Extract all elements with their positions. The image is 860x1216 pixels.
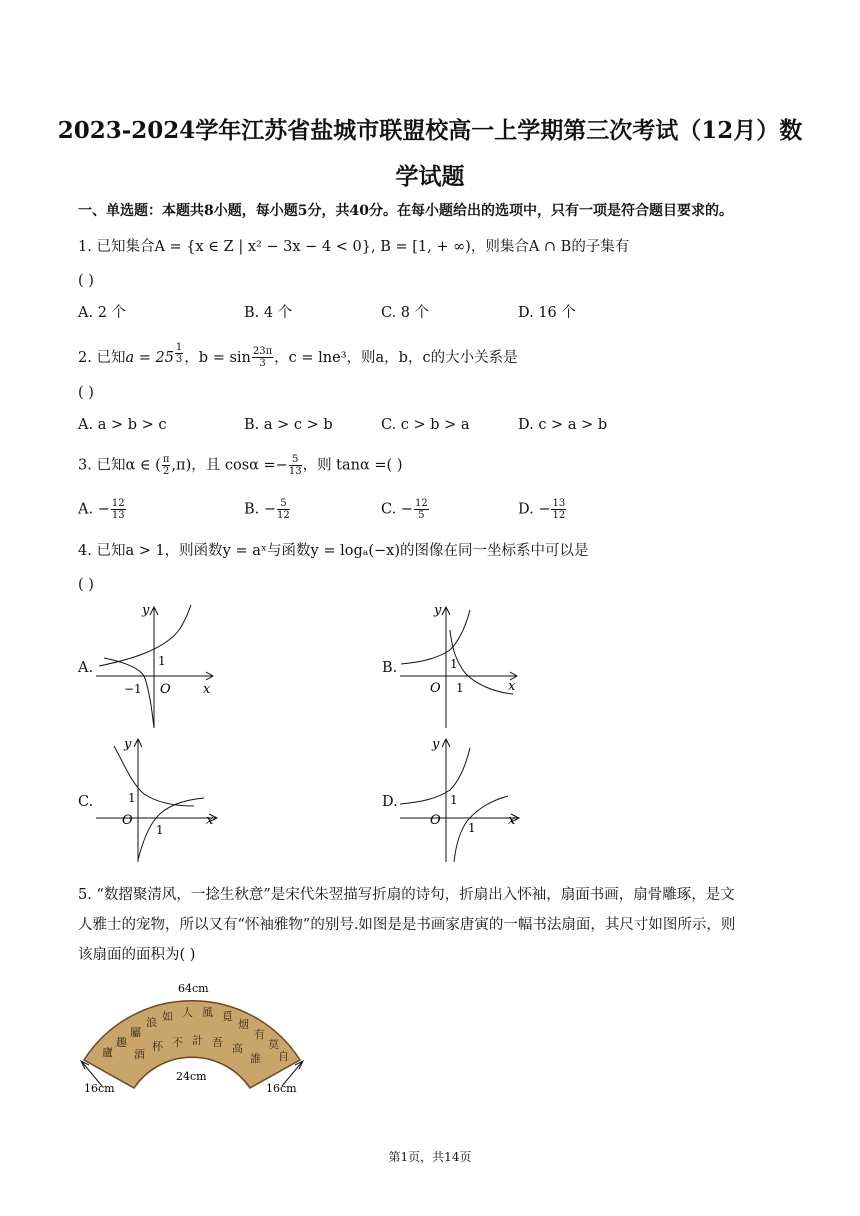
q1-option-a: A. 2 个 <box>78 305 127 321</box>
svg-text:如: 如 <box>162 1010 173 1023</box>
svg-text:1: 1 <box>468 821 476 835</box>
section-heading: 一、单选题：本题共8小题，每小题5分，共40分。在每小题给出的选项中，只有一项是符合题目要求的。 <box>78 203 733 219</box>
q4-option-d-label: D. <box>382 794 398 810</box>
q2-option-b: B. a > c > b <box>244 417 333 433</box>
svg-text:1: 1 <box>450 657 458 671</box>
svg-text:烟: 烟 <box>238 1018 249 1031</box>
q2-option-c: C. c > b > a <box>381 417 470 433</box>
q4-graph-c <box>94 734 224 864</box>
question-2-text: 2. 已知a = 25 $^{\frac{1}{3}}$ ，b = sin $\frac{23\pi}{3}$ ，c = lne³，则a，b，c的大小关系是 <box>78 342 518 370</box>
fan-bottom-label: 24cm <box>176 1070 207 1083</box>
svg-text:不: 不 <box>172 1036 183 1049</box>
svg-text:1: 1 <box>450 793 458 807</box>
svg-text:x: x <box>206 813 214 828</box>
svg-text:風: 風 <box>202 1006 213 1019</box>
question-4-paren: ( ) <box>78 577 94 593</box>
q2-option-d: D. c > a > b <box>518 417 608 433</box>
q1-option-d: D. 16 个 <box>518 305 576 321</box>
fan-diagram <box>72 976 312 1100</box>
svg-text:O: O <box>430 681 441 696</box>
y-label: y <box>142 603 150 618</box>
q4-graph-b <box>398 600 528 730</box>
q3-option-d: D. − $\frac{13}{12}$ <box>518 498 566 521</box>
svg-text:吾: 吾 <box>212 1036 223 1049</box>
title-line-1: 2023-2024学年江苏省盐城市联盟校高一上学期第三次考试（12月）数 <box>57 117 803 144</box>
question-1-text: 1. 已知集合A = {x ∈ Z | x² − 3x − 4 < 0}, B = [1, + ∞)，则集合A ∩ B的子集有 <box>78 239 630 255</box>
title-line-2: 学试题 <box>395 163 465 190</box>
svg-text:屬: 屬 <box>130 1026 141 1039</box>
svg-text:O: O <box>122 813 133 828</box>
q3-option-b: B. − $\frac{5}{12}$ <box>244 498 290 521</box>
svg-text:酒: 酒 <box>134 1048 145 1061</box>
question-5-line-2: 人雅士的宠物，所以又有“怀袖雅物”的别号.如图是是书画家唐寅的一幅书法扇面，其尺寸如图所示，则 <box>78 917 736 933</box>
origin-label: O <box>160 682 171 697</box>
question-4-text: 4. 已知a > 1，则函数y = aˣ与函数y = logₐ(−x)的图像在同一坐标系中可以是 <box>78 543 589 559</box>
svg-text:有: 有 <box>254 1028 265 1041</box>
question-5-line-1: 5. “数摺聚清风，一捻生秋意”是宋代朱翌描写折扇的诗句，折扇出入怀袖，扇面书画，扇骨雕琢，是文 <box>78 887 735 903</box>
x-label: x <box>203 682 211 697</box>
svg-text:x: x <box>508 813 516 828</box>
svg-text:趣: 趣 <box>116 1036 127 1049</box>
svg-text:計: 計 <box>192 1034 203 1047</box>
svg-text:誰: 誰 <box>250 1052 261 1065</box>
svg-text:莫: 莫 <box>268 1038 279 1051</box>
svg-text:廬: 廬 <box>102 1046 113 1059</box>
svg-text:浪: 浪 <box>146 1016 157 1029</box>
page-title <box>40 108 820 200</box>
neg-one-label: −1 <box>124 682 142 696</box>
one-label: 1 <box>158 654 166 668</box>
fan-right-label: 16cm <box>266 1082 297 1095</box>
q4-option-c-label: C. <box>78 794 94 810</box>
fan-left-label: 16cm <box>84 1082 115 1095</box>
q4-option-b-label: B. <box>382 660 398 676</box>
svg-text:x: x <box>508 679 516 694</box>
question-1-paren: ( ) <box>78 273 94 289</box>
q3-option-a: A. − $\frac{12}{13}$ <box>78 498 125 521</box>
fan-top-label: 64cm <box>178 982 209 995</box>
svg-text:1: 1 <box>456 681 464 695</box>
page-footer: 第1页，共14页 <box>388 1150 472 1164</box>
question-5-line-3: 该扇面的面积为( ) <box>78 947 196 963</box>
q2-option-a: A. a > b > c <box>78 417 167 433</box>
q1-option-b: B. 4 个 <box>244 305 293 321</box>
question-3-text: 3. 已知α ∈ ( $\frac{\pi}{2}$ ,π)，且 cosα =− $\frac{5}{13}$ ，则 tanα =( ) <box>78 454 403 477</box>
svg-text:1: 1 <box>128 791 136 805</box>
q3-option-c: C. − $\frac{12}{5}$ <box>381 498 428 521</box>
svg-text:y: y <box>434 603 442 618</box>
svg-text:自: 自 <box>278 1050 289 1063</box>
svg-text:y: y <box>432 737 440 752</box>
q4-graph-a <box>94 600 224 730</box>
q1-option-c: C. 8 个 <box>381 305 430 321</box>
svg-text:杯: 杯 <box>152 1040 163 1053</box>
q4-option-a-label: A. <box>78 660 94 676</box>
svg-text:O: O <box>430 813 441 828</box>
svg-text:高: 高 <box>232 1042 243 1055</box>
svg-text:覓: 覓 <box>222 1010 233 1023</box>
q4-graph-d <box>398 734 528 864</box>
svg-text:人: 人 <box>182 1006 193 1019</box>
svg-text:1: 1 <box>156 823 164 837</box>
question-2-paren: ( ) <box>78 385 94 401</box>
svg-text:y: y <box>124 737 132 752</box>
